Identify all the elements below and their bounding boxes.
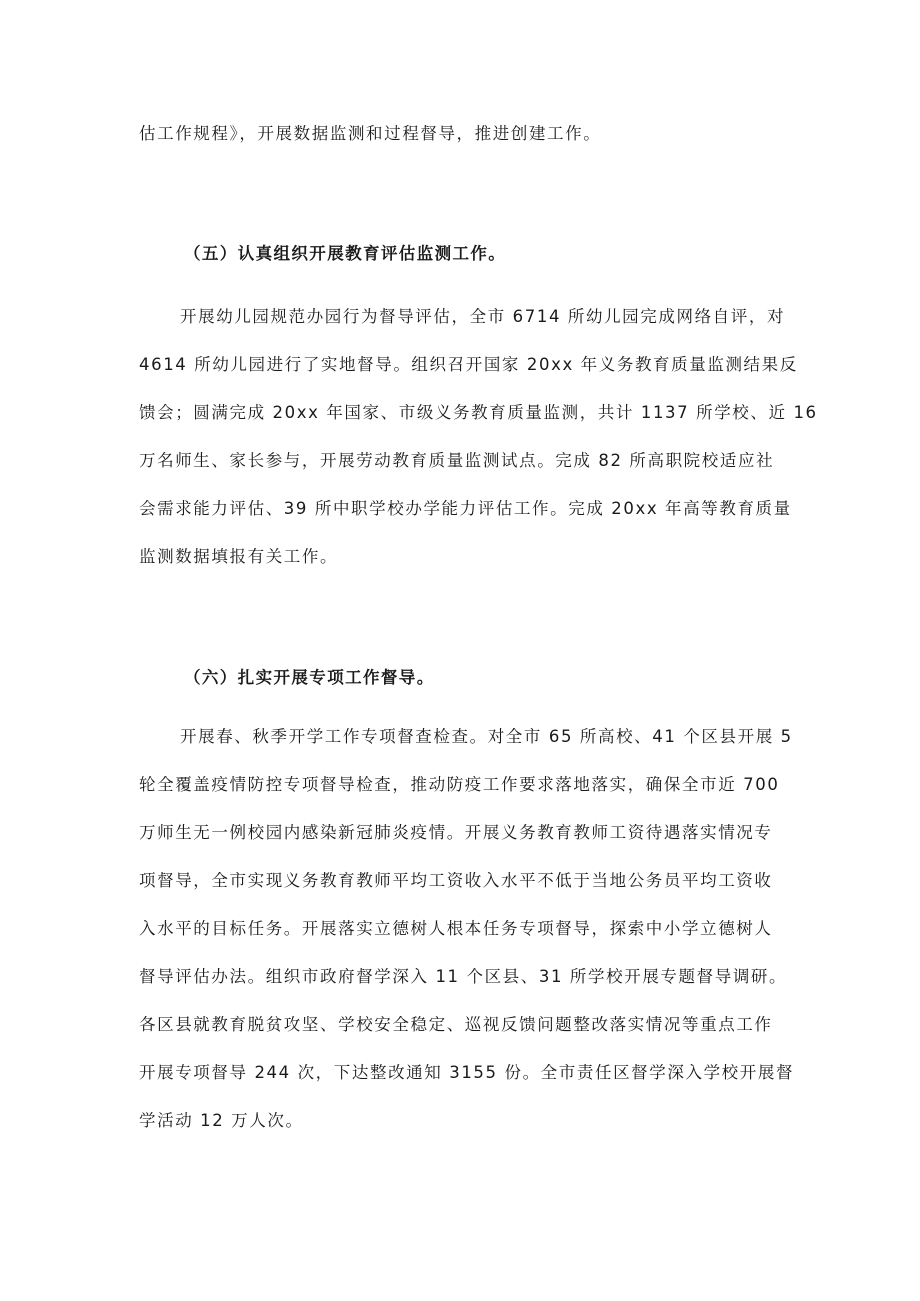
section-6-line-5: 入水平的目标任务。开展落实立德树人根本任务专项督导，探索中小学立德树人 xyxy=(139,919,773,938)
section-6-line-2: 轮全覆盖疫情防控专项督导检查，推动防疫工作要求落地落实，确保全市近 700 xyxy=(139,775,780,794)
section-6-heading: （六）扎实开展专项工作督导。 xyxy=(184,668,435,687)
section-6-line-4: 项督导，全市实现义务教育教师平均工资收入水平不低于当地公务员平均工资收 xyxy=(139,871,773,890)
section-5-line-1: 开展幼儿园规范办园行为督导评估，全市 6714 所幼儿园完成网络自评，对 xyxy=(180,307,786,326)
section-6-line-3: 万师生无一例校园内感染新冠肺炎疫情。开展义务教育教师工资待遇落实情况专 xyxy=(139,823,773,842)
section-5-heading: （五）认真组织开展教育评估监测工作。 xyxy=(184,244,507,263)
section-5-line-2: 4614 所幼儿园进行了实地督导。组织召开国家 20xx 年义务教育质量监测结果反 xyxy=(139,355,798,374)
section-6-line-9: 学活动 12 万人次。 xyxy=(139,1111,304,1130)
intro-line-1: 估工作规程》，开展数据监测和过程督导，推进创建工作。 xyxy=(139,124,602,143)
section-6-line-7: 各区县就教育脱贫攻坚、学校安全稳定、巡视反馈问题整改落实情况等重点工作 xyxy=(139,1015,773,1034)
section-5-line-4: 万名师生、家长参与，开展劳动教育质量监测试点。完成 82 所高职院校适应社 xyxy=(139,451,775,470)
section-5-line-6: 监测数据填报有关工作。 xyxy=(139,547,339,566)
section-6-line-1: 开展春、秋季开学工作专项督查检查。对全市 65 所高校、41 个区县开展 5 xyxy=(180,727,793,746)
section-6-line-6: 督导评估办法。组织市政府督学深入 11 个区县、31 所学校开展专题督导调研。 xyxy=(139,967,788,986)
section-6-line-8: 开展专项督导 244 次，下达整改通知 3155 份。全市责任区督学深入学校开展督 xyxy=(139,1063,795,1082)
section-5-line-5: 会需求能力评估、39 所中职学校办学能力评估工作。完成 20xx 年高等教育质量 xyxy=(139,499,792,518)
section-5-line-3: 馈会；圆满完成 20xx 年国家、市级义务教育质量监测，共计 1137 所学校、近 16 xyxy=(139,403,818,422)
